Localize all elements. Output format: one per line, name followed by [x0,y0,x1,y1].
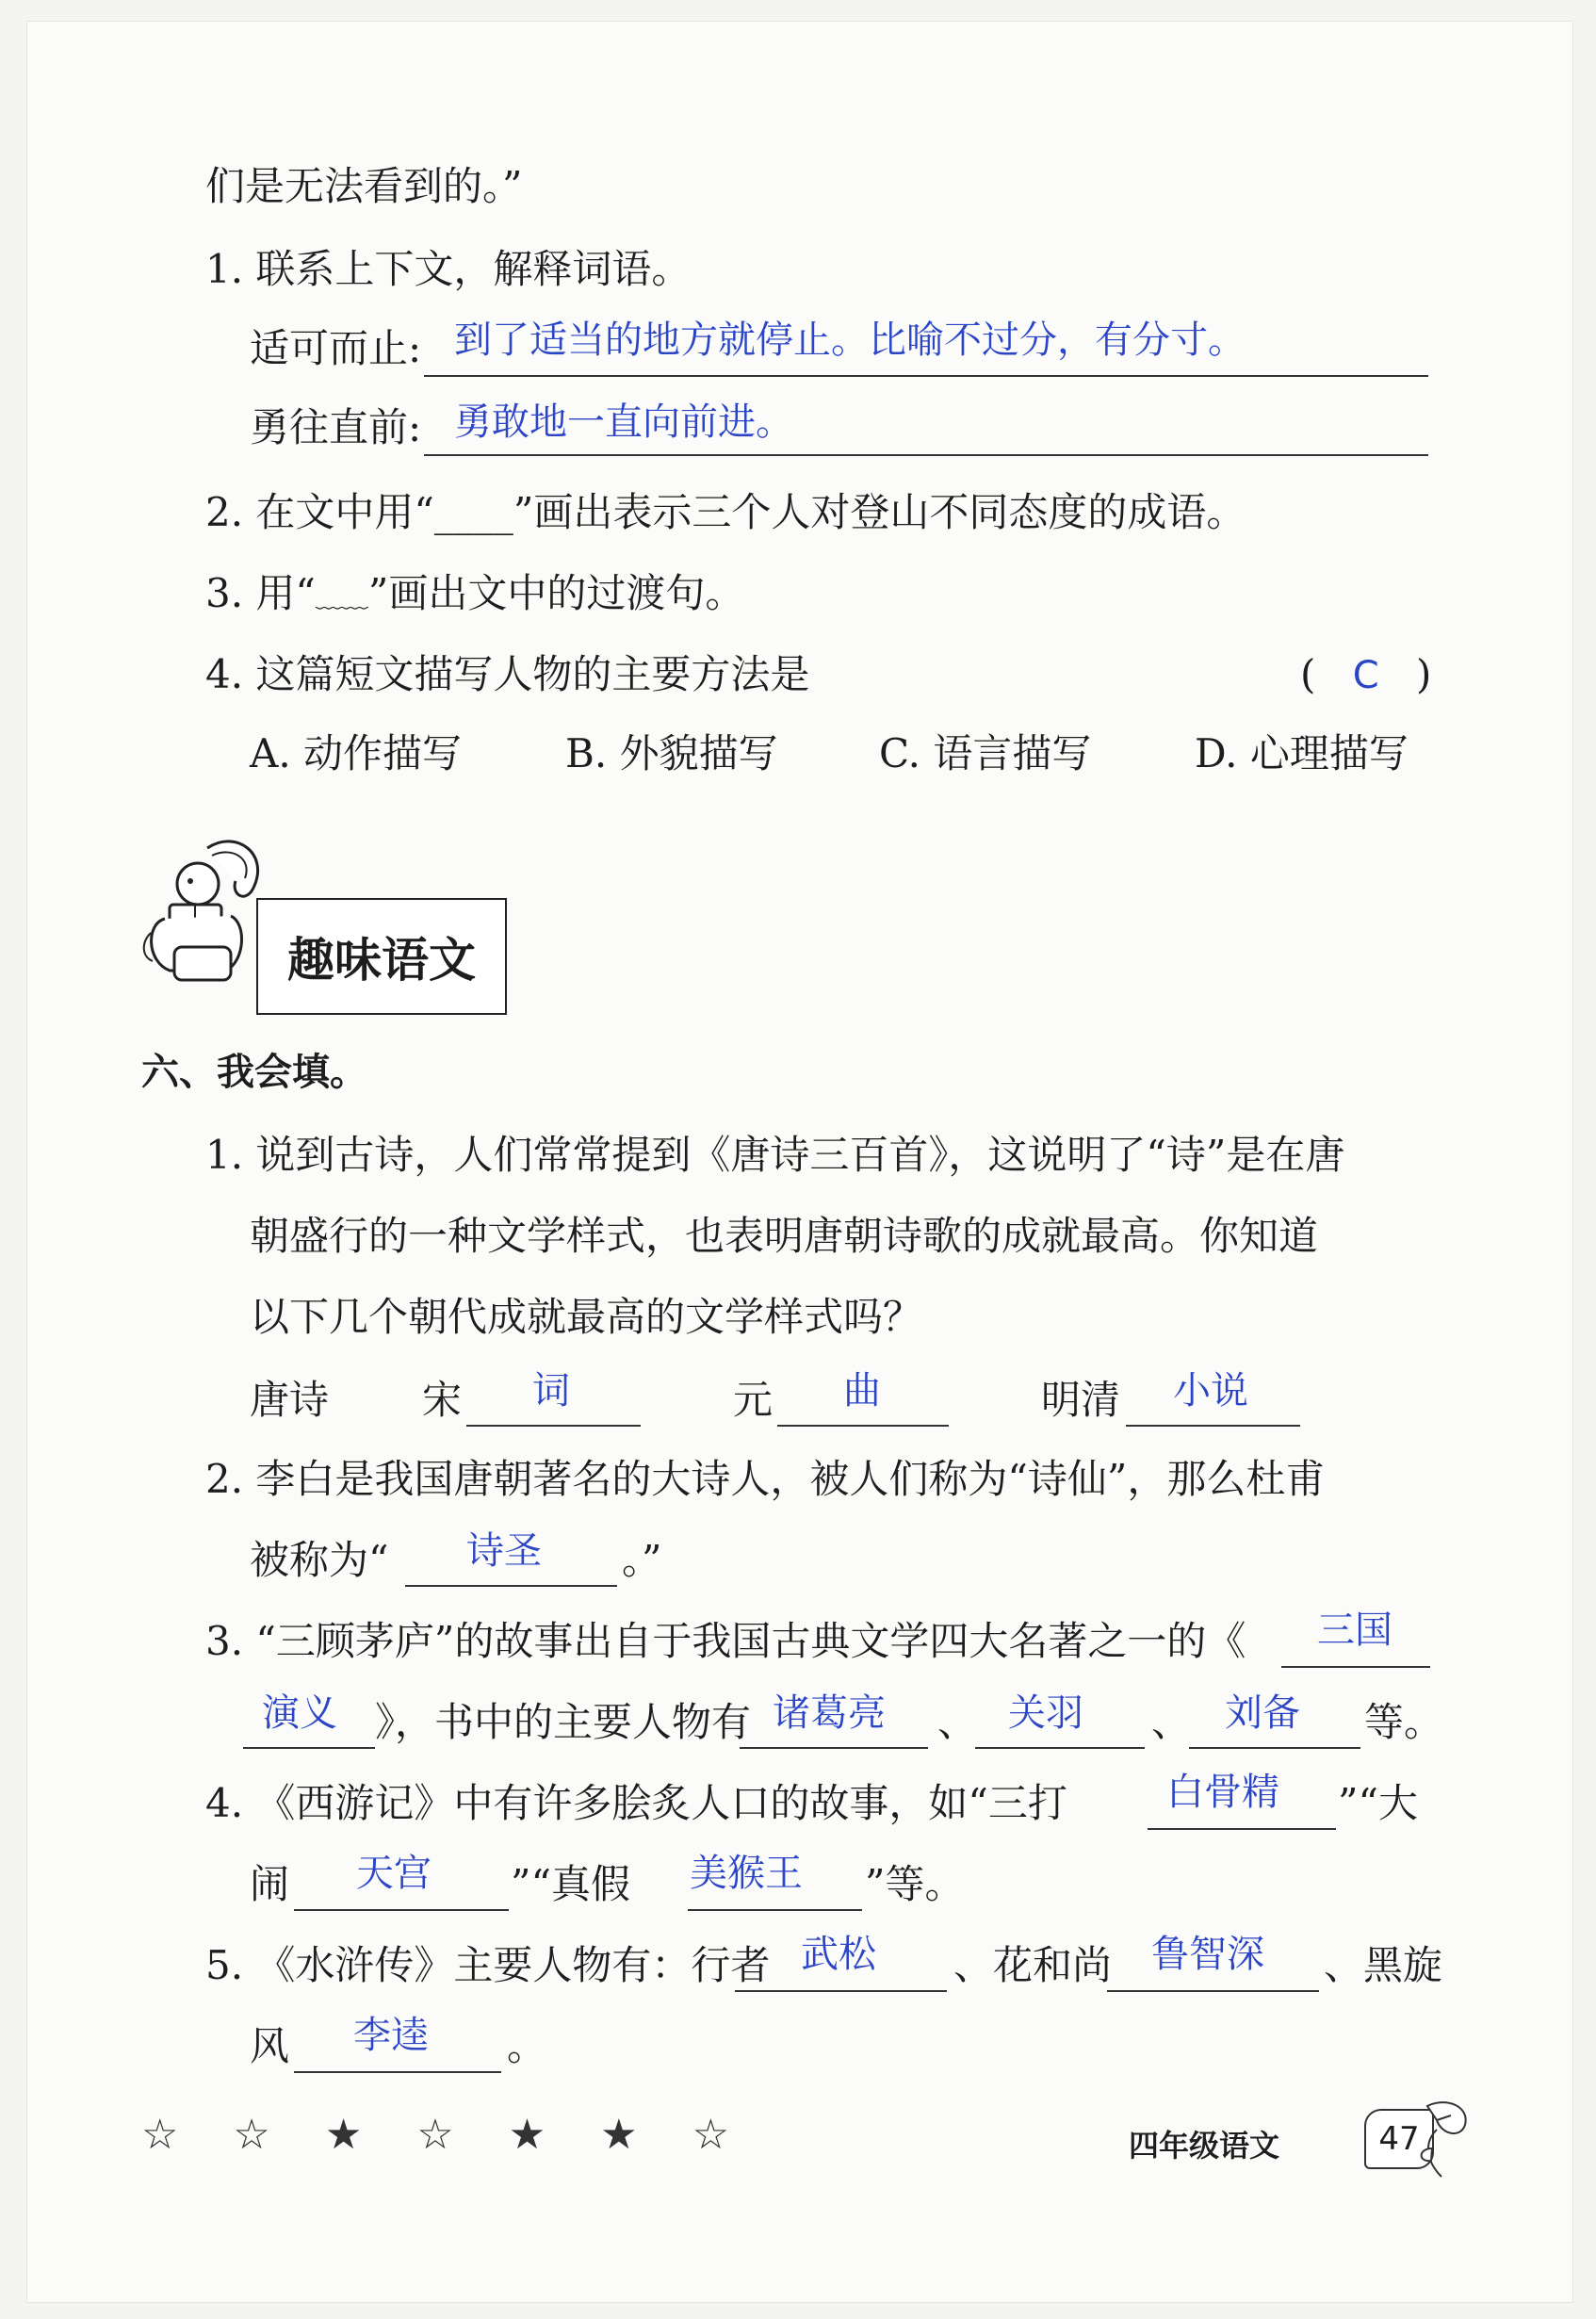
s6-item2-answer: 诗圣 [466,1529,542,1573]
s6-item3-answer-a: 三国 [1317,1609,1392,1652]
s6-item1-line3: 以下几个朝代成就最高的文学样式吗？ [250,1294,923,1340]
s6-item3-sep1: 、 [937,1699,978,1745]
q4-option-b: B. 外貌描写 [565,730,778,776]
s6-item5-pre: 5. 《水浒传》主要人物有：行者 [205,1942,771,1988]
s6-item3-blank-p3 [1189,1745,1360,1749]
s6-tang: 唐诗 [250,1377,330,1423]
s6-item3-end: 等。 [1364,1699,1444,1745]
s6-item4-answer-2: 天宫 [356,1852,432,1895]
s6-item2-blank [405,1583,617,1587]
s6-item1-line1: 1. 说到古诗，人们常常提到《唐诗三百首》，这说明了“诗”是在唐 [205,1132,1345,1178]
footer-grade-label: 四年级语文 [1129,2128,1280,2164]
s6-item3-p1: 诸葛亮 [773,1691,886,1735]
s6-item5-blank-2 [1107,1988,1319,1992]
s6-item3-blank-p2 [975,1745,1145,1749]
s6-item3-blank-p1 [740,1745,928,1749]
wavy-mark-icon: ﹏﹏ [315,582,368,613]
q4-answer: C [1352,654,1379,697]
s6-item2-post: 。” [622,1537,662,1583]
s6-item5-blank-1 [735,1988,947,1992]
s6-item5-answer-3: 李逵 [353,2014,429,2057]
s6-item4-l2-pre: 闹 [250,1861,290,1907]
s6-yuan: 元 [733,1377,774,1423]
s6-item5-answer-1: 武松 [801,1933,876,1976]
s6-item5-blank-3 [294,2069,501,2073]
q3-pre: 3. 用“ [205,570,316,616]
s6-item5-mid2: 、黑旋 [1324,1942,1443,1988]
s6-item3-blank-a [1281,1664,1430,1668]
s6-song-blank [466,1423,641,1427]
s6-mingqing-blank [1126,1423,1300,1427]
q4-option-d: D. 心理描写 [1195,730,1409,776]
s6-song-answer: 词 [532,1369,570,1413]
s6-yuan-answer: 曲 [843,1369,881,1413]
s6-item3-sep2: 、 [1151,1699,1192,1745]
q1-term1: 适可而止: [250,325,422,371]
q2-text: 2. 在文中用“____”画出表示三个人对登山不同态度的成语。 [205,489,1246,535]
page-number: 47 [1364,2109,1434,2169]
s6-item5-end: 。 [507,2023,547,2069]
q1-answer2: 勇敢地一直向前进。 [454,400,793,444]
s6-item5-mid1: 、花和尚 [953,1942,1113,1988]
s6-item3-p2: 关羽 [1008,1691,1083,1735]
q1-term2: 勇往直前: [250,404,422,450]
q1-prompt: 1. 联系上下文，解释词语。 [205,246,692,292]
s6-item4-blank-1 [1148,1826,1336,1830]
section-box-title: 趣味语文 [256,898,507,1015]
s6-item1-line2: 朝盛行的一种文学样式，也表明唐朝诗歌的成就最高。你知道 [250,1213,1319,1259]
s6-item3-line1: 3. “三顾茅庐”的故事出自于我国古典文学四大名著之一的《 [205,1618,1246,1664]
s6-yuan-blank [777,1423,949,1427]
q3-post: ”画出文中的过渡句。 [367,570,745,616]
q3-text [205,567,744,625]
section6-title: 六、我会填。 [141,1051,367,1094]
q4-prompt: 4. 这篇短文描写人物的主要方法是 [205,651,810,697]
s6-item4-mid1: ”“大 [1338,1780,1418,1826]
q1-answer1: 到了适当的地方就停止。比喻不过分，有分寸。 [454,318,1246,362]
s6-item2-line1: 2. 李白是我国唐朝著名的大诗人，被人们称为“诗仙”，那么杜甫 [205,1456,1326,1502]
s6-item2-pre: 被称为“ [250,1537,389,1583]
q1-line2 [424,452,1428,456]
intro-line: 们是无法看到的。” [205,163,523,209]
s6-item4-blank-3 [688,1907,862,1911]
s6-item3-answer-b: 演义 [262,1691,337,1735]
paren-open: ( [1300,651,1316,697]
s6-song: 宋 [422,1377,463,1423]
s6-item4-end: ”等。 [865,1861,965,1907]
s6-item4-blank-2 [294,1907,509,1911]
morning-glory-flower-icon [1418,2097,1474,2181]
s6-item3-blank-b [243,1745,375,1749]
s6-item5-answer-2: 鲁智深 [1151,1933,1264,1976]
s6-item5-l2-pre: 风 [250,2023,290,2069]
s6-mingqing: 明清 [1041,1377,1121,1423]
q4-option-c: C. 语言描写 [879,730,1092,776]
s6-item4-pre: 4. 《西游记》中有许多脍炙人口的故事，如“三打 [205,1780,1067,1826]
q1-line1 [424,373,1428,377]
paren-close: ) [1416,651,1432,697]
s6-item4-answer-3: 美猴王 [690,1852,803,1895]
s6-mingqing-answer: 小说 [1173,1369,1248,1413]
s6-item4-answer-1: 白骨精 [1166,1771,1279,1814]
s6-item3-mid: 》，书中的主要人物有 [375,1699,752,1745]
footer-stars-icon: ☆ ☆ ★ ☆ ★ ★ ☆ [141,2111,751,2159]
squirrel-reading-icon [141,829,273,989]
s6-item4-mid2: ”“真假 [511,1861,630,1907]
q4-answer-paren [1300,648,1431,702]
q4-option-a: A. 动作描写 [250,730,463,776]
s6-item3-p3: 刘备 [1225,1691,1300,1735]
